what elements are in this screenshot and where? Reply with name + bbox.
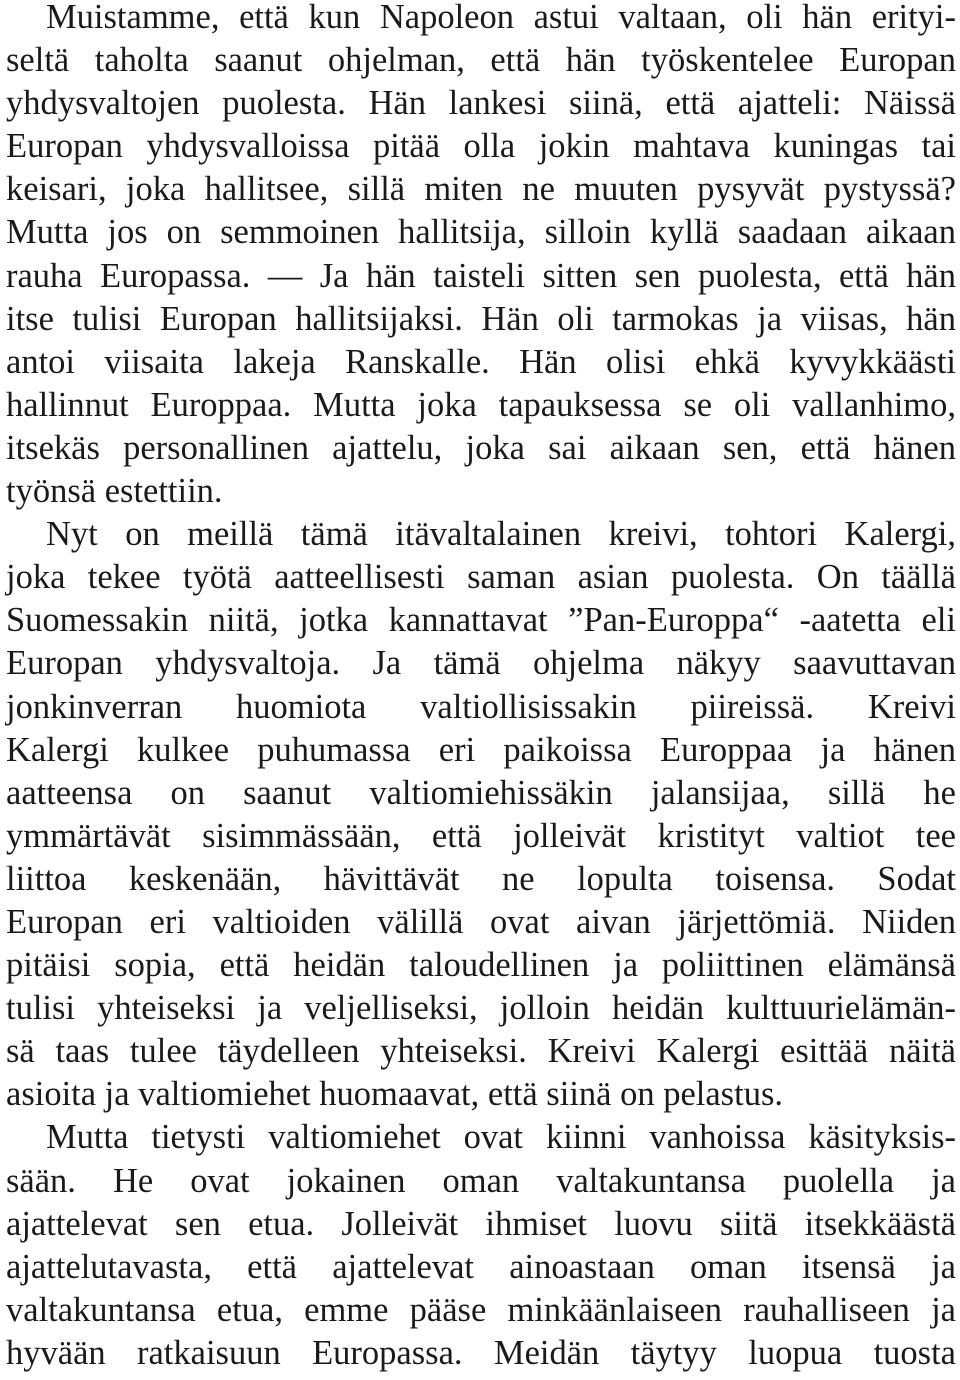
text-line: Mutta tietysti valtiomiehet ovat kiinni vanhoissa käsityksis- [46,1118,956,1157]
document-body [6,0,960,1375]
text-line: hyvään ratkaisuun Europassa. Meidän täytyy luopua tuosta [6,1333,956,1372]
text-line: Europan yhdysvaltoja. Ja tämä ohjelma näkyy saavuttavan [6,644,956,683]
text-line: valtakuntansa etua, emme pääse minkäänlaiseen rauhalliseen ja [6,1290,956,1329]
text-line: Muistamme, että kun Napoleon astui valtaan, oli hän erityi- [46,0,956,36]
text-line: Suomessakin niitä, jotka kannattavat ”Pan-Europpa“ -aatetta eli [6,601,956,640]
text-line: itsekäs personallinen ajattelu, joka sai aikaan sen, että hänen [6,428,956,467]
text-line: seltä taholta saanut ohjelman, että hän työskentelee Europan [6,41,956,80]
text-line: keisari, joka hallitsee, sillä miten ne muuten pysyvät pystyssä? [6,170,956,209]
text-line: yhdysvaltojen puolesta. Hän lankesi siinä, että ajatteli: Näissä [6,84,956,123]
text-line: itse tulisi Europan hallitsijaksi. Hän oli tarmokas ja viisas, hän [6,299,956,338]
text-line: sään. He ovat jokainen oman valtakuntansa puolella ja [6,1161,956,1200]
text-line: Europan eri valtioiden välillä ovat aivan järjettömiä. Niiden [6,902,956,941]
text-line: Mutta jos on semmoinen hallitsija, silloin kyllä saadaan aikaan [6,213,956,252]
text-line: ajattelevat sen etua. Jolleivät ihmiset luovu siitä itsekkäästä [6,1204,956,1243]
text-line: aatteensa on saanut valtiomiehissäkin jalansijaa, sillä he [6,773,956,812]
text-line: antoi viisaita lakeja Ranskalle. Hän olisi ehkä kyvykkäästi [6,342,956,381]
text-line: Kalergi kulkee puhumassa eri paikoissa Europpaa ja hänen [6,730,956,769]
text-line: rauha Europassa. — Ja hän taisteli sitten sen puolesta, että hän [6,256,956,295]
text-line: hallinnut Europpaa. Mutta joka tapauksessa se oli vallanhimo, [6,385,956,424]
text-line: jonkinverran huomiota valtiollisissakin piireissä. Kreivi [6,687,956,726]
text-line: tulisi yhteiseksi ja veljelliseksi, jolloin heidän kulttuurielämän- [6,989,956,1028]
text-line: pitäisi sopia, että heidän taloudellinen ja poliittinen elämänsä [6,946,956,985]
text-line: ajattelutavasta, että ajattelevat ainoastaan oman itsensä ja [6,1247,956,1286]
text-line: sä taas tulee täydelleen yhteiseksi. Kreivi Kalergi esittää näitä [6,1032,956,1071]
text-line: liittoa keskenään, hävittävät ne lopulta toisensa. Sodat [6,859,956,898]
text-line: ymmärtävät sisimmässään, että jolleivät kristityt valtiot tee [6,816,956,855]
text-line: Europan yhdysvalloissa pitää olla jokin mahtava kuningas tai [6,127,956,166]
text-line: työnsä estettiin. [6,472,223,511]
text-line: Nyt on meillä tämä itävaltalainen kreivi, tohtori Kalergi, [46,515,956,554]
text-line: asioita ja valtiomiehet huomaavat, että siinä on pelastus. [6,1075,783,1114]
text-line: joka tekee työtä aatteellisesti saman asian puolesta. On täällä [6,558,956,597]
